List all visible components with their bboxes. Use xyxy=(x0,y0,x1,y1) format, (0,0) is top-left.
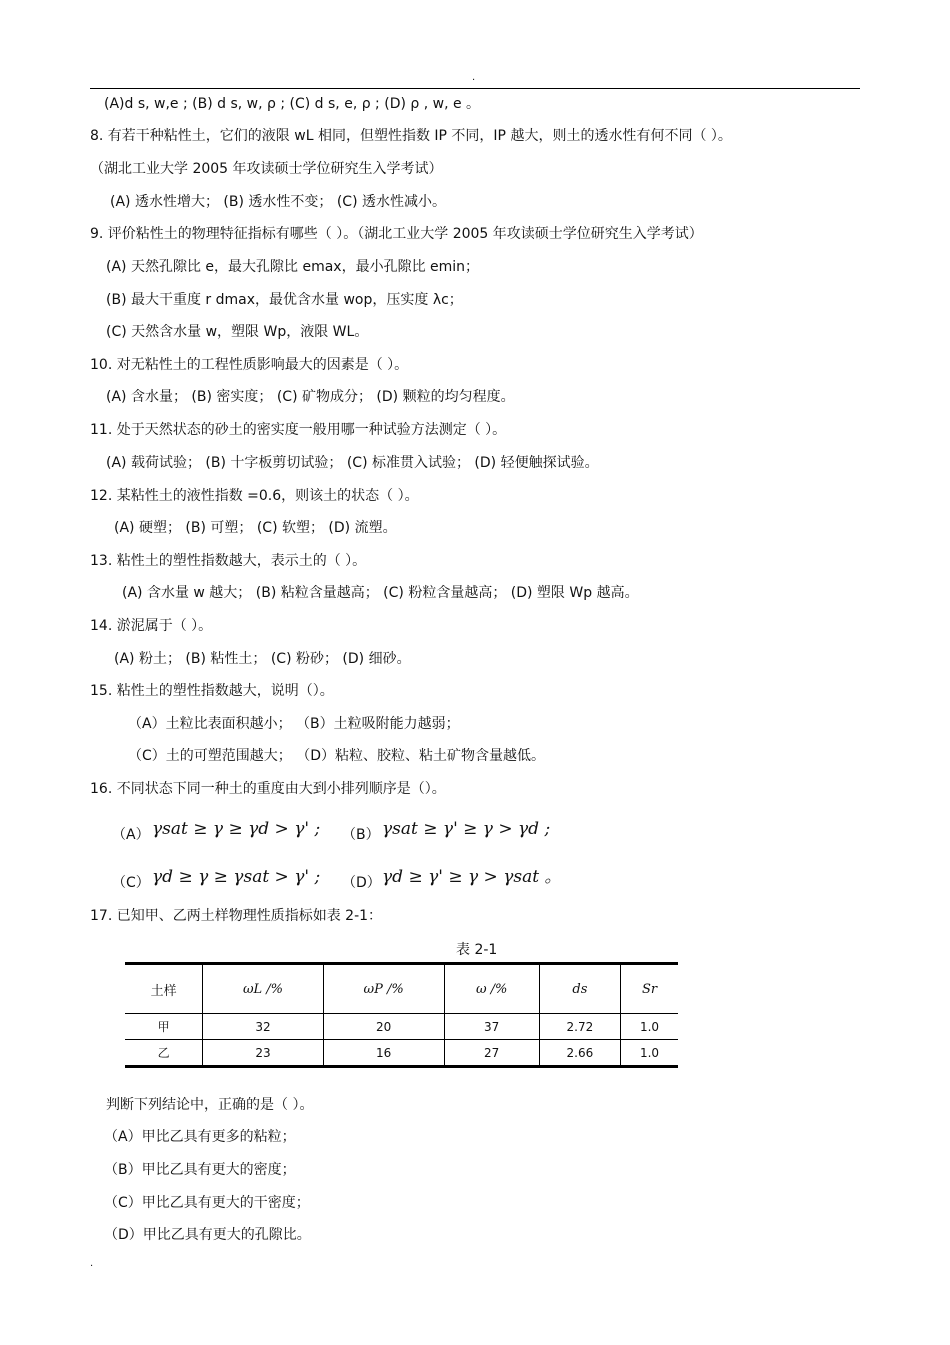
question-9-option-b: (B) 最大干重度 r dmax，最优含水量 wop，压实度 λc； xyxy=(106,292,463,308)
question-8: 8. 有若干种粘性土，它们的液限 wL 相同，但塑性指数 IP 不同，IP 越大，则土的透水性有何不同（ ）。 xyxy=(90,128,732,144)
table-cell: 16 xyxy=(323,1040,444,1067)
header-cell: Sr xyxy=(621,964,678,1014)
soil-properties-table xyxy=(125,962,678,1068)
table-cell: 32 xyxy=(203,1014,324,1040)
question-8-options: (A) 透水性增大； (B) 透水性不变； (C) 透水性减小。 xyxy=(110,194,446,210)
q7-options-cd: (A)d s, w,e ; (B) d s, w, ρ ; (C) d s, e, ρ ; (D) ρ , w, e 。 xyxy=(104,96,481,112)
question-9-option-a: (A) 天然孔隙比 e，最大孔隙比 emax，最小孔隙比 emin； xyxy=(106,259,480,275)
question-13: 13. 粘性土的塑性指数越大，表示土的（ ）。 xyxy=(90,553,367,569)
question-16-c-formula: γd ≥ γ ≥ γsat > γ' ; xyxy=(152,867,321,887)
table-header-row xyxy=(125,964,678,1014)
question-16-b-label: （B） xyxy=(342,827,380,843)
question-12-options: (A) 硬塑； (B) 可塑； (C) 软塑； (D) 流塑。 xyxy=(114,520,397,536)
header-cell: ω /% xyxy=(444,964,539,1014)
question-11: 11. 处于天然状态的砂土的密实度一般用哪一种试验方法测定（ ）。 xyxy=(90,422,507,438)
question-9-option-c: (C) 天然含水量 w，塑限 Wp，液限 WL。 xyxy=(106,324,369,340)
question-16-a-formula: γsat ≥ γ ≥ γd > γ' ; xyxy=(152,819,321,839)
question-16-b-formula: γsat ≥ γ' ≥ γ > γd ; xyxy=(382,819,551,839)
footer-dot: . xyxy=(90,1258,94,1269)
question-17: 17. 已知甲、乙两土样物理性质指标如表 2-1： xyxy=(90,908,383,924)
question-16-d-formula: γd ≥ γ' ≥ γ > γsat 。 xyxy=(382,867,562,887)
question-13-options: (A) 含水量 w 越大； (B) 粘粒含量越高； (C) 粉粒含量越高； (D) 塑限 Wp 越高。 xyxy=(122,585,639,601)
question-8-source: （湖北工业大学 2005 年攻读硕士学位研究生入学考试） xyxy=(90,161,443,177)
table-cell: 37 xyxy=(444,1014,539,1040)
table-cell: 2.66 xyxy=(539,1040,620,1067)
question-10: 10. 对无粘性土的工程性质影响最大的因素是（ ）。 xyxy=(90,357,409,373)
header-cell: 土样 xyxy=(125,964,203,1014)
table-cell: 1.0 xyxy=(621,1014,678,1040)
table-cell: 1.0 xyxy=(621,1040,678,1067)
question-15: 15. 粘性土的塑性指数越大，说明（）。 xyxy=(90,683,334,699)
question-10-options: (A) 含水量； (B) 密实度； (C) 矿物成分； (D) 颗粒的均匀程度。 xyxy=(106,389,515,405)
table-cell: 23 xyxy=(203,1040,324,1067)
question-17-option-d: （D）甲比乙具有更大的孔隙比。 xyxy=(104,1227,311,1243)
question-17-option-b: （B）甲比乙具有更大的密度； xyxy=(104,1162,296,1178)
table-cell: 乙 xyxy=(125,1040,203,1067)
table-cell: 27 xyxy=(444,1040,539,1067)
question-17-ask: 判断下列结论中，正确的是（ ）。 xyxy=(106,1097,314,1113)
question-17-option-a: （A）甲比乙具有更多的粘粒； xyxy=(104,1129,296,1145)
question-14-options: (A) 粉土； (B) 粘性土； (C) 粉砂； (D) 细砂。 xyxy=(114,651,411,667)
header-rule xyxy=(90,88,860,89)
table-cell: 20 xyxy=(323,1014,444,1040)
table-cell: 甲 xyxy=(125,1014,203,1040)
table-caption: 表 2-1 xyxy=(456,942,498,958)
question-15-options-cd: （C）土的可塑范围越大； （D）粘粒、胶粒、粘土矿物含量越低。 xyxy=(128,748,546,764)
table-cell: 2.72 xyxy=(539,1014,620,1040)
question-16-d-label: （D） xyxy=(342,875,381,891)
question-16-a-label: （A） xyxy=(112,827,150,843)
question-14: 14. 淤泥属于（ ）。 xyxy=(90,618,213,634)
question-17-option-c: （C）甲比乙具有更大的干密度； xyxy=(104,1195,310,1211)
question-16: 16. 不同状态下同一种土的重度由大到小排列顺序是（）。 xyxy=(90,781,446,797)
question-12: 12. 某粘性土的液性指数 =0.6，则该土的状态（ ）。 xyxy=(90,488,419,504)
header-cell: ωL /% xyxy=(203,964,324,1014)
question-11-options: (A) 载荷试验； (B) 十字板剪切试验； (C) 标准贯入试验； (D) 轻便触探试验。 xyxy=(106,455,599,471)
question-15-options-ab: （A）土粒比表面积越小； （B）土粒吸附能力越弱； xyxy=(128,716,460,732)
header-dot: . xyxy=(472,72,476,83)
table-row xyxy=(125,1040,678,1067)
question-16-c-label: （C） xyxy=(112,875,150,891)
question-9: 9. 评价粘性土的物理特征指标有哪些（ ）。（湖北工业大学 2005 年攻读硕士学位研究生入学考试） xyxy=(90,226,703,242)
header-cell: ds xyxy=(539,964,620,1014)
header-cell: ωP /% xyxy=(323,964,444,1014)
table-row xyxy=(125,1014,678,1040)
